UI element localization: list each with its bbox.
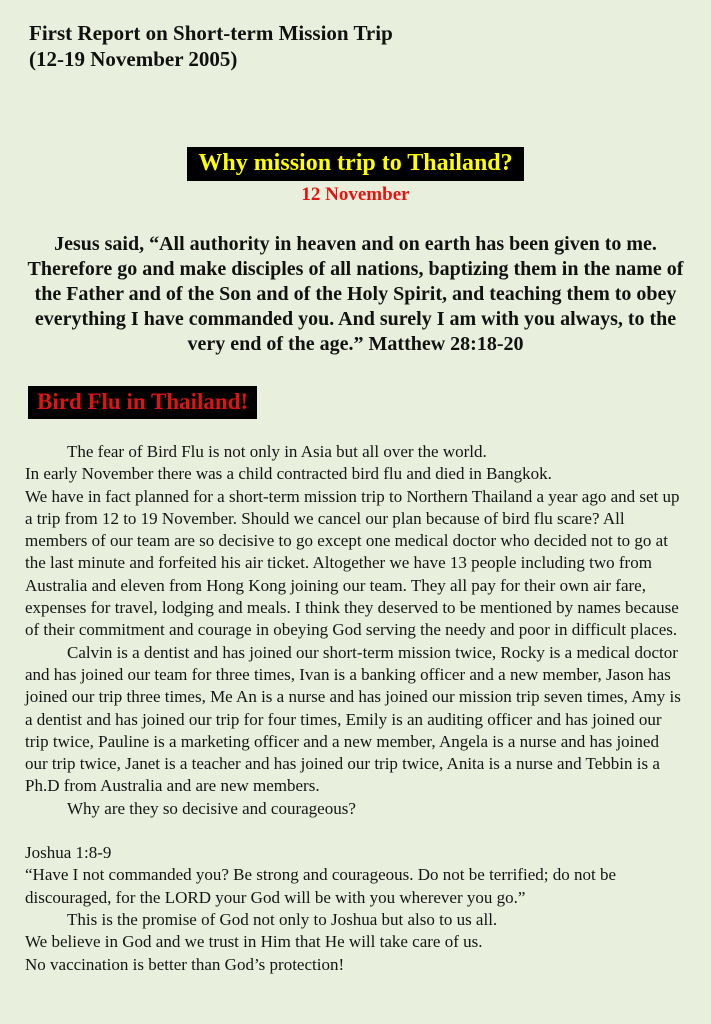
report-title-line2: (12-19 November 2005) — [29, 47, 238, 71]
scripture-quote: Jesus said, “All authority in heaven and on earth has been given to me. Therefore go and make disciples of all nations, baptizing them in the name of the Father and of the Son and of the Holy Spirit, and teaching them to obey everything I have commanded you. And surely I am with you always, to the very end of the age.” Matthew 28:18-20 — [27, 233, 684, 355]
body-text-block — [25, 441, 685, 976]
body-paragraph: The fear of Bird Flu is not only in Asia but all over the world. — [67, 442, 487, 461]
date-subtitle: 12 November — [301, 184, 410, 205]
section-heading-wrap — [28, 386, 711, 419]
report-header — [29, 20, 711, 72]
body-paragraph: In early November there was a child contracted bird flu and died in Bangkok. — [25, 464, 552, 484]
body-paragraph: Why are they so decisive and courageous? — [67, 798, 356, 818]
main-title-block — [0, 147, 711, 181]
body-paragraph: “Have I not commanded you? Be strong and courageous. Do not be terrified; do not be discouraged, for the LORD your God will be with you wherever you go.” — [25, 865, 617, 907]
body-paragraph: We believe in God and we trust in Him that He will take care of us. — [25, 932, 483, 952]
body-paragraph: We have in fact planned for a short-term mission trip to Northern Thailand a year ago and set up a trip from 12 to 19 November. Should we cancel our plan because of bird flu scare? All members of our team are so decisive to go except one medical doctor who decided not to go at the last minute and forfeited his air ticket. Altogether we have 13 people including two from Australia and eleven from Hong Kong joining our team. They all pay for their own air fare, expenses for travel, lodging and meals. I think they deserved to be mentioned by names because of their commitment and courage in obeying God serving the needy and poor in difficult places. — [25, 486, 680, 640]
body-paragraph: No vaccination is better than God’s protection! — [25, 954, 345, 974]
report-title-line1: First Report on Short-term Mission Trip — [29, 21, 393, 45]
section-heading-bird-flu: Bird Flu in Thailand! — [28, 386, 257, 419]
scripture-reference: Joshua 1:8-9 — [25, 843, 112, 863]
body-paragraph: This is the promise of God not only to Joshua but also to us all. — [67, 909, 498, 929]
body-paragraph: Calvin is a dentist and has joined our short-term mission twice, Rocky is a medical doctor and has joined our team for three times, Ivan is a banking officer and a new member, Jason has joined our trip three times, Me An is a nurse and has joined our mission trip seven times, Amy is a dentist and has joined our trip for four times, Emily is an auditing officer and has joined our trip twice, Pauline is a marketing officer and a new member, Angela is a nurse and has joined our trip twice, Janet is a teacher and has joined our trip twice, Anita is a nurse and Tebbin is a Ph.D from Australia and are new members. — [25, 642, 681, 796]
main-title: Why mission trip to Thailand? — [187, 147, 523, 181]
